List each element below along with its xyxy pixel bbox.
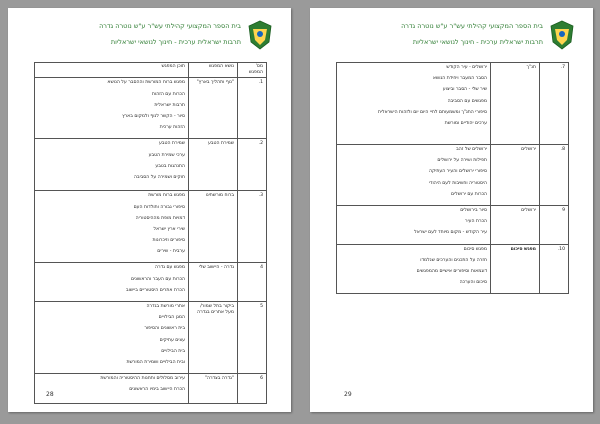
header-subtitle: תרבות ישראלית ערכית - חינוך לנושאי ישראליות <box>110 38 241 46</box>
content-line: ערכי שמירת הטבע <box>148 152 185 158</box>
document-page-left <box>8 8 291 412</box>
table-row <box>35 78 267 139</box>
header-school-name: בית הספר המקצועי קהילתי עש"ר ע"ש נוטרה גדרה <box>401 22 543 30</box>
content-line: ובית הבילויים ושמירת המורשת <box>126 359 185 365</box>
content-line: אתרי מורשת בגדרה <box>146 304 185 309</box>
table-row <box>35 302 267 374</box>
content-line: בית ראשונים והסיפור <box>144 326 185 332</box>
row-number: 8. <box>540 145 569 206</box>
table-row <box>35 139 267 191</box>
content-line: שיר שלי - הסבר וביצוע <box>442 87 487 93</box>
document-page-right <box>310 8 593 412</box>
row-topic: "נוף ותהליך בארץ" <box>189 78 238 139</box>
header-school-name: בית הספר המקצועי קהילתי עש"ר ע"ש נוטרה גדרה <box>99 22 241 30</box>
table-row <box>35 191 267 263</box>
table-row <box>337 205 569 244</box>
row-number: 6 <box>238 374 267 404</box>
content-line: סיור בירושלים <box>460 207 487 213</box>
content-line: ערבית - שירים <box>157 249 185 255</box>
content-line: סיור - הקשר לנוף ולמקום בארץ <box>122 113 185 119</box>
content-line: סיכום והערכה <box>459 280 487 286</box>
content-line: חזרה על התכנים והערכים שנלמדו <box>420 257 487 263</box>
row-topic: ביקור בתל שמור/ מעל אתרים בגדרה <box>189 302 238 374</box>
page-header <box>16 16 283 56</box>
row-number: 2. <box>238 139 267 191</box>
school-logo-icon <box>247 20 273 50</box>
content-line: דוגמאות וסיפורים אישיים מהמפגשים <box>416 268 487 274</box>
content-line: סיפורים וזיכרונות <box>152 238 185 244</box>
row-number: 10. <box>540 244 569 294</box>
content-line: עירוב מסלולים ותחנות ההיסטוריה והמורשת <box>100 376 185 382</box>
page-header <box>318 16 585 56</box>
content-line: התנהגות בטבע <box>155 163 185 169</box>
page-number: 29 <box>344 391 352 398</box>
content-line: בית הבילויים <box>161 348 185 354</box>
program-table <box>34 62 267 404</box>
row-number: 3. <box>238 191 267 263</box>
row-content <box>35 191 189 263</box>
row-content <box>337 244 491 294</box>
table-row <box>337 244 569 294</box>
program-table <box>336 62 569 294</box>
content-line: הסבר המעבר ויחידת הנושא <box>432 76 487 82</box>
row-topic: "גדרה בצדרה" <box>189 374 238 404</box>
row-content <box>35 302 189 374</box>
content-line: ירושלים של זהב <box>456 147 487 152</box>
content-line: חוקים ושמירה על הסביבה <box>133 174 185 180</box>
row-topic: מפגש סיכום <box>491 244 540 294</box>
row-topic: תנ"ך <box>491 63 540 145</box>
content-line: דמויות מופת מההיסטוריה <box>135 215 185 221</box>
content-line: הזהות ערכית <box>159 125 185 131</box>
column-header-topic: נושא המפגש <box>189 63 238 78</box>
row-topic: ירושלים <box>491 205 540 244</box>
content-line: עצים עתיקים <box>159 337 185 343</box>
row-content <box>337 205 491 244</box>
content-line: תפילות ושירה על ירושלים <box>437 158 487 164</box>
content-line: סיפורי התנ"ך ומשמעותם לחיי היום יום ולזהות הישראלית <box>377 109 487 115</box>
content-line: מפגש סיכום <box>463 246 487 252</box>
content-line: הכרת היישוב בימיו הראשונים <box>129 387 185 393</box>
content-line: ערכים יהודיים ומורשת <box>444 120 487 126</box>
row-content <box>35 139 189 191</box>
content-line: הכרת העיר <box>465 219 487 225</box>
content-line: שירי ארץ ישראל <box>153 226 185 232</box>
column-header-content: תוכן המפגש <box>35 63 189 78</box>
row-content <box>35 263 189 302</box>
table-row <box>35 263 267 302</box>
row-number: 7. <box>540 63 569 145</box>
content-line: ירושלים - עיר הקודש <box>446 65 487 70</box>
column-header-number: מס' המפגש <box>238 63 267 78</box>
row-content <box>35 374 189 404</box>
content-line: הכרת אתרים היסטוריים ביישוב <box>126 287 185 293</box>
row-number: 5 <box>238 302 267 374</box>
content-line: הכרות עם הזהות <box>151 91 185 97</box>
row-number: 9 <box>540 205 569 244</box>
content-line: שמירת הטבע <box>159 141 185 147</box>
header-subtitle: תרבות ישראלית ערכית - חינוך לנושאי ישראליות <box>412 38 543 46</box>
row-content <box>35 78 189 139</box>
row-topic: ירושלים <box>491 145 540 206</box>
content-line: מפגש עם גדרה <box>155 265 185 271</box>
row-number: 4 <box>238 263 267 302</box>
page-number: 28 <box>46 391 54 398</box>
school-logo-icon <box>549 20 575 50</box>
content-line: סיפורי ירושלים והעיר העתיקה <box>429 169 487 175</box>
content-line: תרבות ישראלית <box>154 102 185 108</box>
content-line: מפגש ברוח המורשת וההסבר על הנושא <box>107 80 185 86</box>
content-line: היסטוריה וחשיבות לעם היהודי <box>428 180 487 186</box>
content-line: הכרות עם העבר והראשונים <box>130 276 185 282</box>
row-topic: ברוח מורשתינו <box>189 191 238 263</box>
table-row <box>35 374 267 404</box>
content-line: מפגש ברוח מורשת <box>148 193 185 199</box>
row-topic: שמירת הטבע <box>189 139 238 191</box>
row-content <box>337 63 491 145</box>
content-line: סיפורי גבורה ותולדות העם <box>133 204 185 210</box>
content-line: מפגשים עם הסביבה <box>447 98 487 104</box>
row-topic: גדרה - היישוב שלי <box>189 263 238 302</box>
row-number: 1. <box>238 78 267 139</box>
table-header-row <box>35 63 267 78</box>
table-row <box>337 145 569 206</box>
content-line: המגן הבילויים <box>158 315 185 321</box>
table-row <box>337 63 569 145</box>
row-content <box>337 145 491 206</box>
content-line: הכרות עם ירושלים <box>451 191 487 197</box>
content-line: עיר הקודש - מקום מיוחד לעם ישראל <box>414 230 487 236</box>
